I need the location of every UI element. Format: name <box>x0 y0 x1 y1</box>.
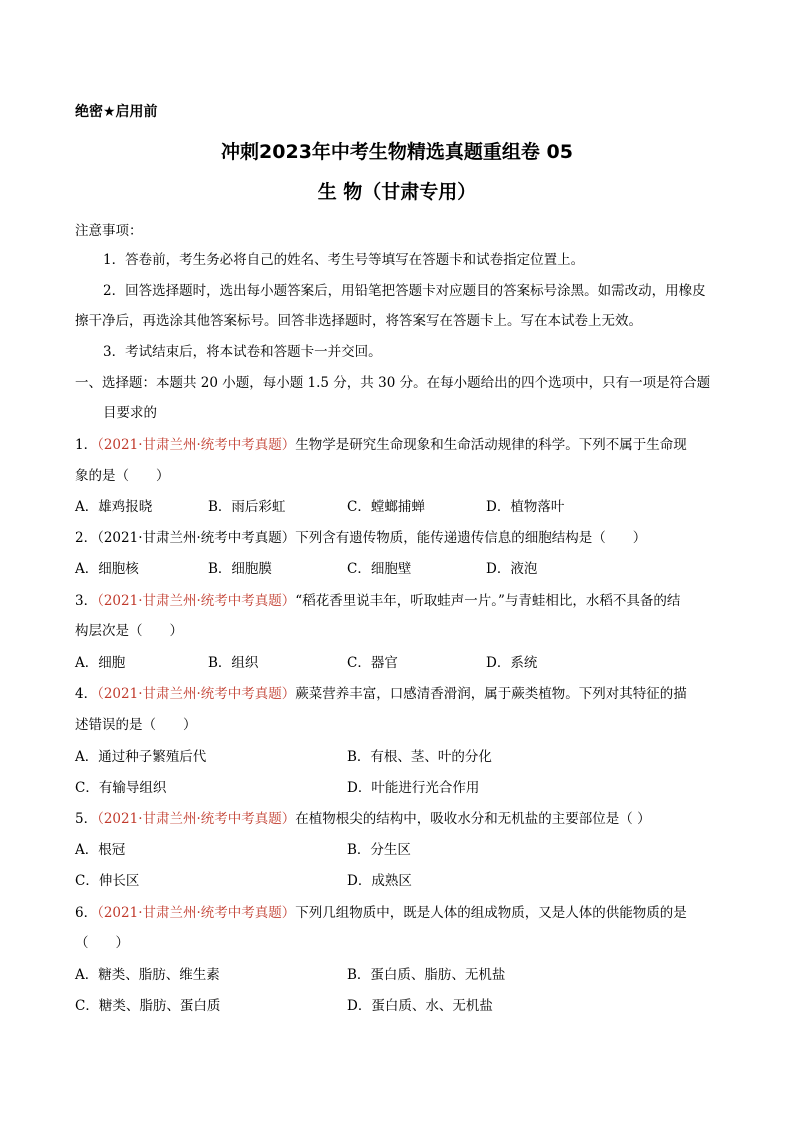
confidential-label: 绝密★启用前 <box>75 104 158 120</box>
option-a: A．细胞核 <box>75 561 139 577</box>
question-4 <box>75 684 687 704</box>
question-text: “稻花香里说丰年，听取蛙声一片。”与青蛙相比，水稻不具备的结 <box>295 593 681 609</box>
question-6 <box>75 903 687 923</box>
option-b: B．有根、茎、叶的分化 <box>347 749 492 765</box>
question-text: 生物学是研究生命现象和生命活动规律的科学。下列不属于生命现 <box>295 437 687 453</box>
question-1 <box>75 435 687 455</box>
option-d: D．系统 <box>486 655 538 671</box>
option-a: A．根冠 <box>75 842 126 858</box>
option-c: C．糖类、脂肪、蛋白质 <box>75 998 221 1014</box>
question-number: 4． <box>75 686 98 702</box>
question-text: 下列含有遗传物质，能传递遗传信息的细胞结构是（ ） <box>295 530 647 546</box>
option-a: A．糖类、脂肪、维生素 <box>75 967 220 983</box>
question-text-continued: 构层次是（ ） <box>75 623 183 639</box>
option-a: A．通过种子繁殖后代 <box>75 749 207 765</box>
question-5 <box>75 809 651 829</box>
question-source: （2021·甘肃兰州·统考中考真题） <box>97 905 296 921</box>
question-3 <box>75 591 680 611</box>
option-c: C．细胞壁 <box>347 561 412 577</box>
option-d: D．液泡 <box>486 561 538 577</box>
question-text-continued: （ ） <box>75 935 129 951</box>
question-number: 6． <box>75 905 98 921</box>
option-d: D．叶能进行光合作用 <box>347 780 480 796</box>
note-item: 1．答卷前，考生务必将自己的姓名、考生号等填写在答题卡和试卷指定位置上。 <box>103 252 585 268</box>
question-number: 3． <box>75 593 98 609</box>
option-c: C．有输导组织 <box>75 780 167 796</box>
question-source: （2021·甘肃兰州·统考中考真题） <box>97 437 296 453</box>
option-c: C．伸长区 <box>75 873 140 889</box>
question-source: （2021·甘肃兰州·统考中考真题） <box>97 811 296 827</box>
notes-heading: 注意事项： <box>75 223 143 239</box>
exam-subtitle: 生 物（甘肃专用） <box>317 181 477 203</box>
question-text: 下列几组物质中，既是人体的组成物质，又是人体的供能物质的是 <box>295 905 687 921</box>
question-text: 蕨菜营养丰富，口感清香滑润，属于蕨类植物。下列对其特征的描 <box>295 686 687 702</box>
question-text: 在植物根尖的结构中，吸收水分和无机盐的主要部位是（ ） <box>295 811 651 827</box>
note-item: 2．回答选择题时，选出每小题答案后，用铅笔把答题卡对应题目的答案标号涂黑。如需改动，用橡皮 <box>103 283 706 299</box>
option-b: B．分生区 <box>347 842 411 858</box>
option-b: B．雨后彩虹 <box>208 499 286 515</box>
option-c: C．器官 <box>347 655 398 671</box>
option-a: A．雄鸡报晓 <box>75 499 153 515</box>
option-a: A．细胞 <box>75 655 126 671</box>
note-item: 3．考试结束后，将本试卷和答题卡一并交回。 <box>103 344 382 360</box>
option-d: D．成熟区 <box>347 873 412 889</box>
option-c: C．螳螂捕蝉 <box>347 499 425 515</box>
option-b: B．蛋白质、脂肪、无机盐 <box>347 967 506 983</box>
question-number: 1． <box>75 437 98 453</box>
question-number: 2． <box>75 530 98 546</box>
section-heading: 一、选择题：本题共 20 小题，每小题 1.5 分，共 30 分。在每小题给出的四个选项中，只有一项是符合题 <box>75 375 711 391</box>
option-b: B．细胞膜 <box>208 561 272 577</box>
question-source: （2021·甘肃兰州·统考中考真题） <box>97 686 296 702</box>
note-item-continued: 擦干净后，再选涂其他答案标号。回答非选择题时，将答案写在答题卡上。写在本试卷上无效。 <box>75 313 642 329</box>
option-d: D．植物落叶 <box>486 499 565 515</box>
exam-title: 冲刺2023年中考生物精选真题重组卷 05 <box>221 141 573 163</box>
question-2 <box>75 528 646 548</box>
question-text-continued: 述错误的是（ ） <box>75 717 197 733</box>
section-heading-continued: 目要求的 <box>103 405 157 421</box>
option-d: D．蛋白质、水、无机盐 <box>347 998 493 1014</box>
question-text-continued: 象的是（ ） <box>75 468 170 484</box>
question-source: （2021·甘肃兰州·统考中考真题） <box>97 593 296 609</box>
question-source: （2021·甘肃兰州·统考中考真题） <box>97 530 296 546</box>
option-b: B．组织 <box>208 655 259 671</box>
question-number: 5． <box>75 811 98 827</box>
